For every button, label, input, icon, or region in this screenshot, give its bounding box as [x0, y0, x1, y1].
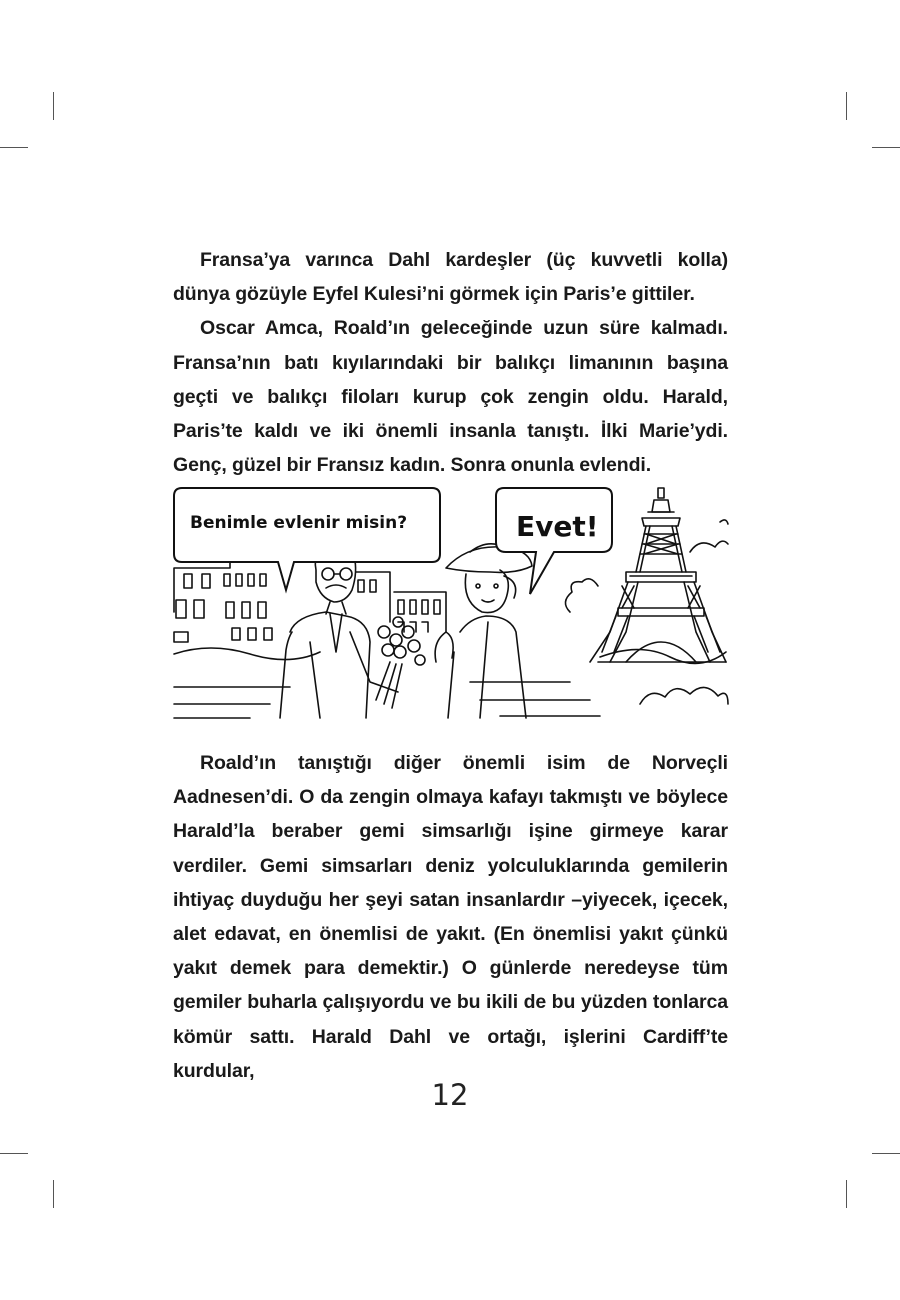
crop-mark-bottom-right-vertical [846, 1180, 847, 1208]
crop-mark-top-left-horizontal [0, 147, 28, 148]
paragraph: Oscar Amca, Roald’ın geleceğinde uzun süre kalmadı. Fransa’nın batı kıyılarındaki bir balıkçı limanının başına geçti ve balıkçı filoları kurup çok zengin oldu. Harald, Paris’te kaldı ve iki önemli insanla tanıştı. İlki Marie’ydi. Genç, güzel bir Fransız kadın. Sonra onunla evlendi. [173, 317, 728, 477]
speech-bubble-left [174, 488, 440, 590]
top-text-block [173, 243, 728, 482]
bottom-text-block [173, 746, 728, 1088]
illustration-paris-proposal [170, 482, 730, 724]
illustration-drawing [170, 482, 730, 724]
speech-bubble-right-text: Evet! [516, 510, 599, 543]
page-number: 12 [431, 1078, 469, 1112]
crop-mark-top-right-vertical [846, 92, 847, 120]
crop-mark-bottom-right-horizontal [872, 1153, 900, 1154]
crop-mark-bottom-left-horizontal [0, 1153, 28, 1154]
crop-mark-top-right-horizontal [872, 147, 900, 148]
paragraph: Roald’ın tanıştığı diğer önemli isim de Norveçli Aadnesen’di. O da zengin olmaya kafayı takmıştı ve böylece Harald’la beraber gemi simsarlığı işine girmeye karar verdiler. Gemi simsarları deniz yolculuklarında gemilerin ihtiyaç duyduğu her şeyi satan insanlardır –yiyecek, içecek, alet edavat, en önemlisi de yakıt. (En önemlisi yakıt çünkü yakıt demek para demektir.) O günlerde neredeyse tüm gemiler buharla çalışıyordu ve bu ikili de bu yüzden tonlarca kömür sattı. Harald Dahl ve ortağı, işlerini Cardiff’te kurdular, [173, 752, 728, 1082]
crop-mark-top-left-vertical [53, 92, 54, 120]
paragraph: Fransa’ya varınca Dahl kardeşler (üç kuvvetli kolla) dünya gözüyle Eyfel Kulesi’ni görmek için Paris’e gittiler. [173, 249, 728, 306]
speech-bubble-left-text: Benimle evlenir misin? [190, 513, 408, 533]
crop-mark-bottom-left-vertical [53, 1180, 54, 1208]
